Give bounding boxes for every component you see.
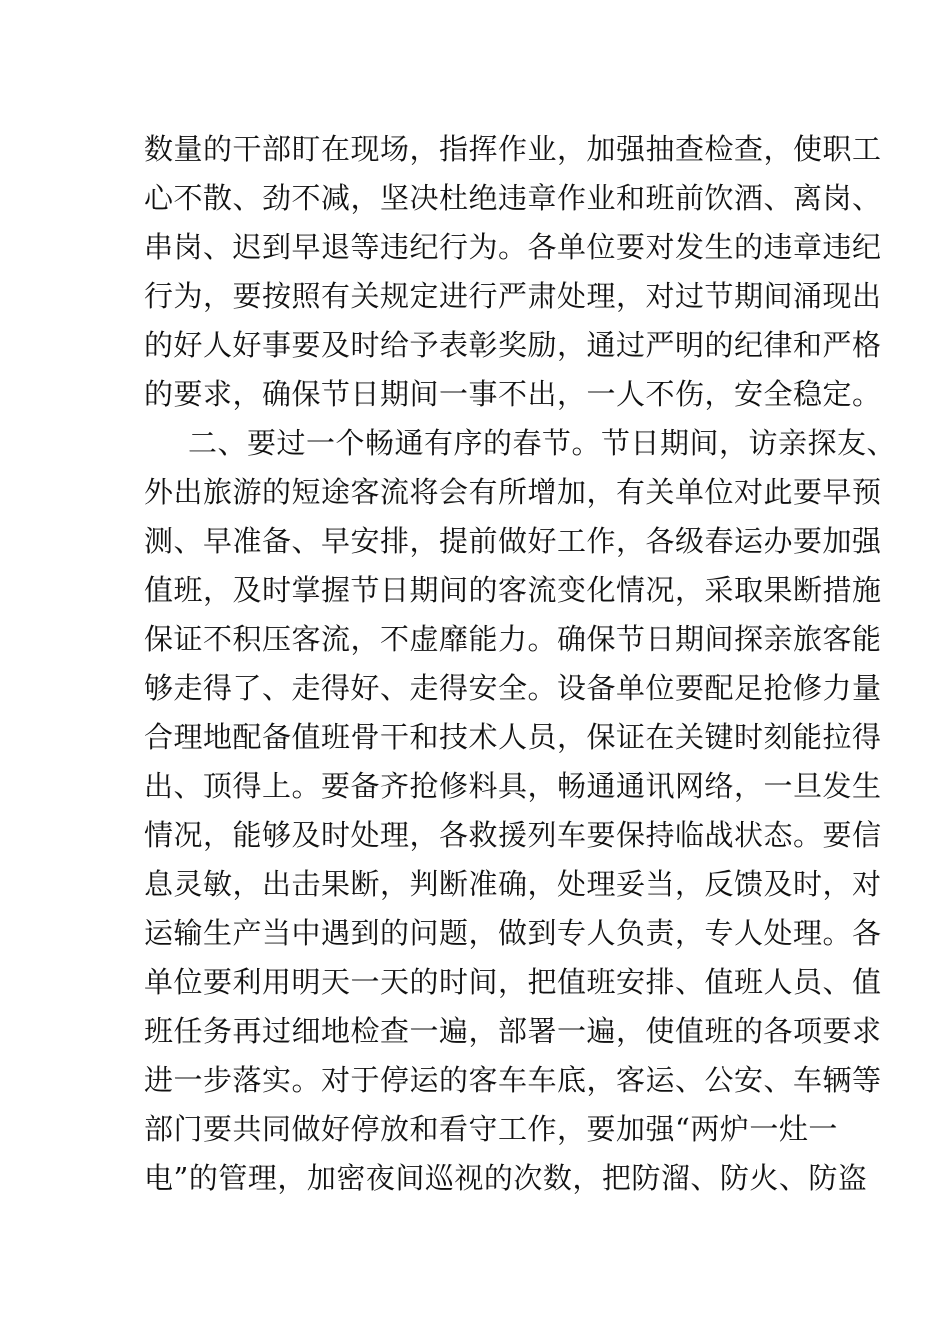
- text-line: 的要求，确保节日期间一事不出，一人不伤，安全稳定。: [144, 377, 882, 411]
- text-line: 数量的干部盯在现场，指挥作业，加强抽查检查，使职工: [144, 132, 882, 166]
- body-text: [144, 125, 897, 1203]
- text-line: 保证不积压客流，不虚靡能力。确保节日期间探亲旅客能: [144, 622, 882, 656]
- text-line: 合理地配备值班骨干和技术人员，保证在关键时刻能拉得: [144, 720, 882, 754]
- text-line: 串岗、迟到早退等违纪行为。各单位要对发生的违章违纪: [144, 230, 882, 264]
- text-line: 情况，能够及时处理，各救援列车要保持临战状态。要信: [144, 818, 882, 852]
- text-line: 班任务再过细地检查一遍，部署一遍，使值班的各项要求: [144, 1014, 882, 1048]
- text-line: 运输生产当中遇到的问题，做到专人负责，专人处理。各: [144, 916, 882, 950]
- text-line: 息灵敏，出击果断，判断准确，处理妥当，反馈及时，对: [144, 867, 882, 901]
- paragraph-start-line: 二、要过一个畅通有序的春节。节日期间，访亲探友、: [188, 426, 897, 460]
- text-line: 单位要利用明天一天的时间，把值班安排、值班人员、值: [144, 965, 882, 999]
- text-line: 电”的管理，加密夜间巡视的次数，把防溜、防火、防盗: [144, 1161, 868, 1195]
- text-line: 外出旅游的短途客流将会有所增加，有关单位对此要早预: [144, 475, 882, 509]
- text-line: 值班，及时掌握节日期间的客流变化情况，采取果断措施: [144, 573, 882, 607]
- text-line: 的好人好事要及时给予表彰奖励，通过严明的纪律和严格: [144, 328, 882, 362]
- text-line: 心不散、劲不减，坚决杜绝违章作业和班前饮酒、离岗、: [144, 181, 882, 215]
- text-line: 出、顶得上。要备齐抢修料具，畅通通讯网络，一旦发生: [144, 769, 882, 803]
- text-line: 行为，要按照有关规定进行严肃处理，对过节期间涌现出: [144, 279, 882, 313]
- text-line: 部门要共同做好停放和看守工作，要加强“两炉一灶一: [144, 1112, 838, 1146]
- text-line: 测、早准备、早安排，提前做好工作，各级春运办要加强: [144, 524, 882, 558]
- text-line: 够走得了、走得好、走得安全。设备单位要配足抢修力量: [144, 671, 882, 705]
- text-line: 进一步落实。对于停运的客车车底，客运、公安、车辆等: [144, 1063, 882, 1097]
